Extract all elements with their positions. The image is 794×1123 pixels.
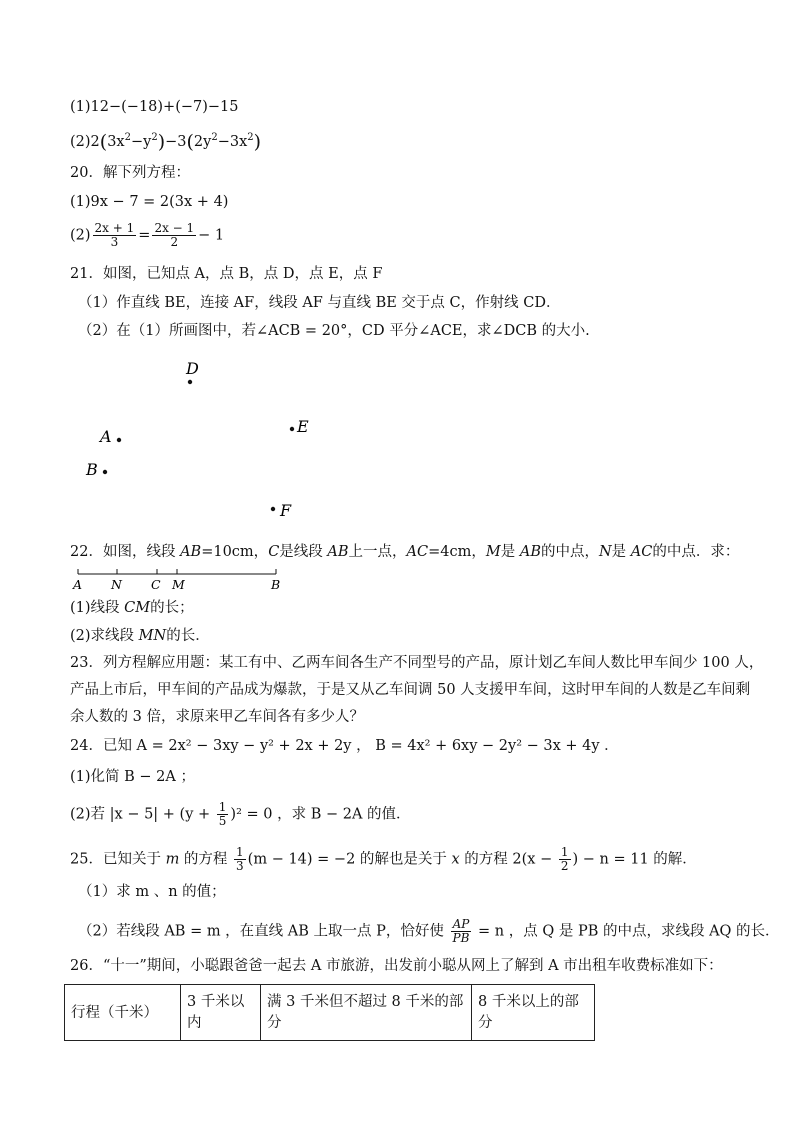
point-B [85,460,107,479]
point-A [98,427,121,446]
fraction: $\frac{1}{2}$ [560,845,569,873]
label-B: B [271,577,281,592]
svg-text:B: B [86,460,98,479]
fraction: $\frac{1}{3}$ [236,845,244,873]
q22-part1: (1)线段 CM的长； [70,600,194,616]
q26-text: 26．“十一”期间，小聪跟爸爸一起去 A 市旅游，出发前小聪从网上了解到 A 市出租车收费标准如下： [70,958,723,974]
fare-table [64,984,595,1041]
svg-text:D: D [186,359,199,378]
fraction: $\frac{1}{5}$ [218,800,227,828]
table-header-cell: 3 千米以内 [181,985,261,1041]
table-header-cell: 8 千米以上的部分 [472,985,595,1041]
point-D [185,359,199,384]
q22-text: 22．如图，线段 AB=10cm，C是线段 AB上一点，AC=4cm，M是 AB的中点，N是 AC的中点．求： [70,544,740,560]
q19-part2: $(2)2(3x^2-y^2)-3(2y^2-3x^2)$ [70,131,262,153]
label-M: M [172,577,185,592]
point-E [290,417,309,436]
q23-line2: 产品上市后，甲车间的产品成为爆款，于是又从乙车间调 50 人支援甲车间，这时甲车间的人数是乙车间剩 [70,682,751,698]
q20-part1: (1)9x − 7 = 2(3x + 4) [70,194,229,210]
q24-part1: (1)化简 B − 2A ； [70,769,195,785]
q21-part2: （2）在（1）所画图中，若∠ACB = 20°，CD 平分∠ACE，求∠DCB 的大小. [78,323,590,339]
q23-line1: 23．列方程解应用题：某工有中、乙两车间各生产不同型号的产品，原计划乙车间人数比甲车间少 100 人， [70,655,764,671]
q21-part1: （1）作直线 BE，连接 AF，线段 AF 与直线 BE 交于点 C，作射线 CD． [78,295,561,311]
label-N: N [111,577,122,592]
q19-part1: (1)12−(−18)+(−7)−15 [70,99,239,115]
svg-text:E: E [297,417,309,436]
q25-text: 25．已知关于 m 的方程 $\frac{1}{3}$ (m − 14) = −2 的解也是关于 x 的方程 2(x − $\frac{1}{2}$ ) − n = 11 的解． [70,845,697,873]
q22-part2: (2)求线段 MN的长． [70,628,210,644]
fraction: $\frac{2x - 1}{2}$ [154,221,195,249]
label-C: C [151,577,161,592]
q25-part2: （2）若线段 AB = m ，在直线 AB 上取一点 P，恰好使 $\frac{AP}{PB}$ = n ，点 Q 是 PB 的中点，求线段 AQ 的长． [78,917,780,945]
q21-title: 21．如图，已知点 A，点 B，点 D，点 E，点 F [70,266,383,282]
svg-text:A: A [100,427,112,446]
fraction: $\frac{AP}{PB}$ [452,917,470,945]
svg-text:F: F [280,501,292,520]
q23-line3: 余人数的 3 倍，求原来甲乙车间各有多少人？ [70,709,364,725]
label-A: A [73,577,83,592]
q20-title: 20．解下列方程： [70,165,190,181]
q21-figure [0,350,794,530]
point-F [271,501,292,520]
q24-part2: (2)若 |x − 5| + (y + $\frac{1}{5}$ )² = 0 ，求 B − 2A 的值． [70,800,411,828]
fraction: $\frac{2x + 1}{3}$ [94,221,135,249]
table-header-cell: 行程（千米） [65,985,181,1041]
q25-part1: （1）求 m 、n 的值； [78,884,226,900]
q24-given: 24．已知 A = 2x² − 3xy − y² + 2x + 2y ， B = 4x² + 6xy − 2y² − 3x + 4y ． [70,738,619,754]
q20-part2: (2) $\frac{2x + 1}{3}$ = $\frac{2x - 1}{2}$ − 1 [70,221,225,249]
table-header-cell: 满 3 千米但不超过 8 千米的部分 [261,985,472,1041]
table-row [65,985,595,1041]
q22-segment-figure [0,566,794,596]
